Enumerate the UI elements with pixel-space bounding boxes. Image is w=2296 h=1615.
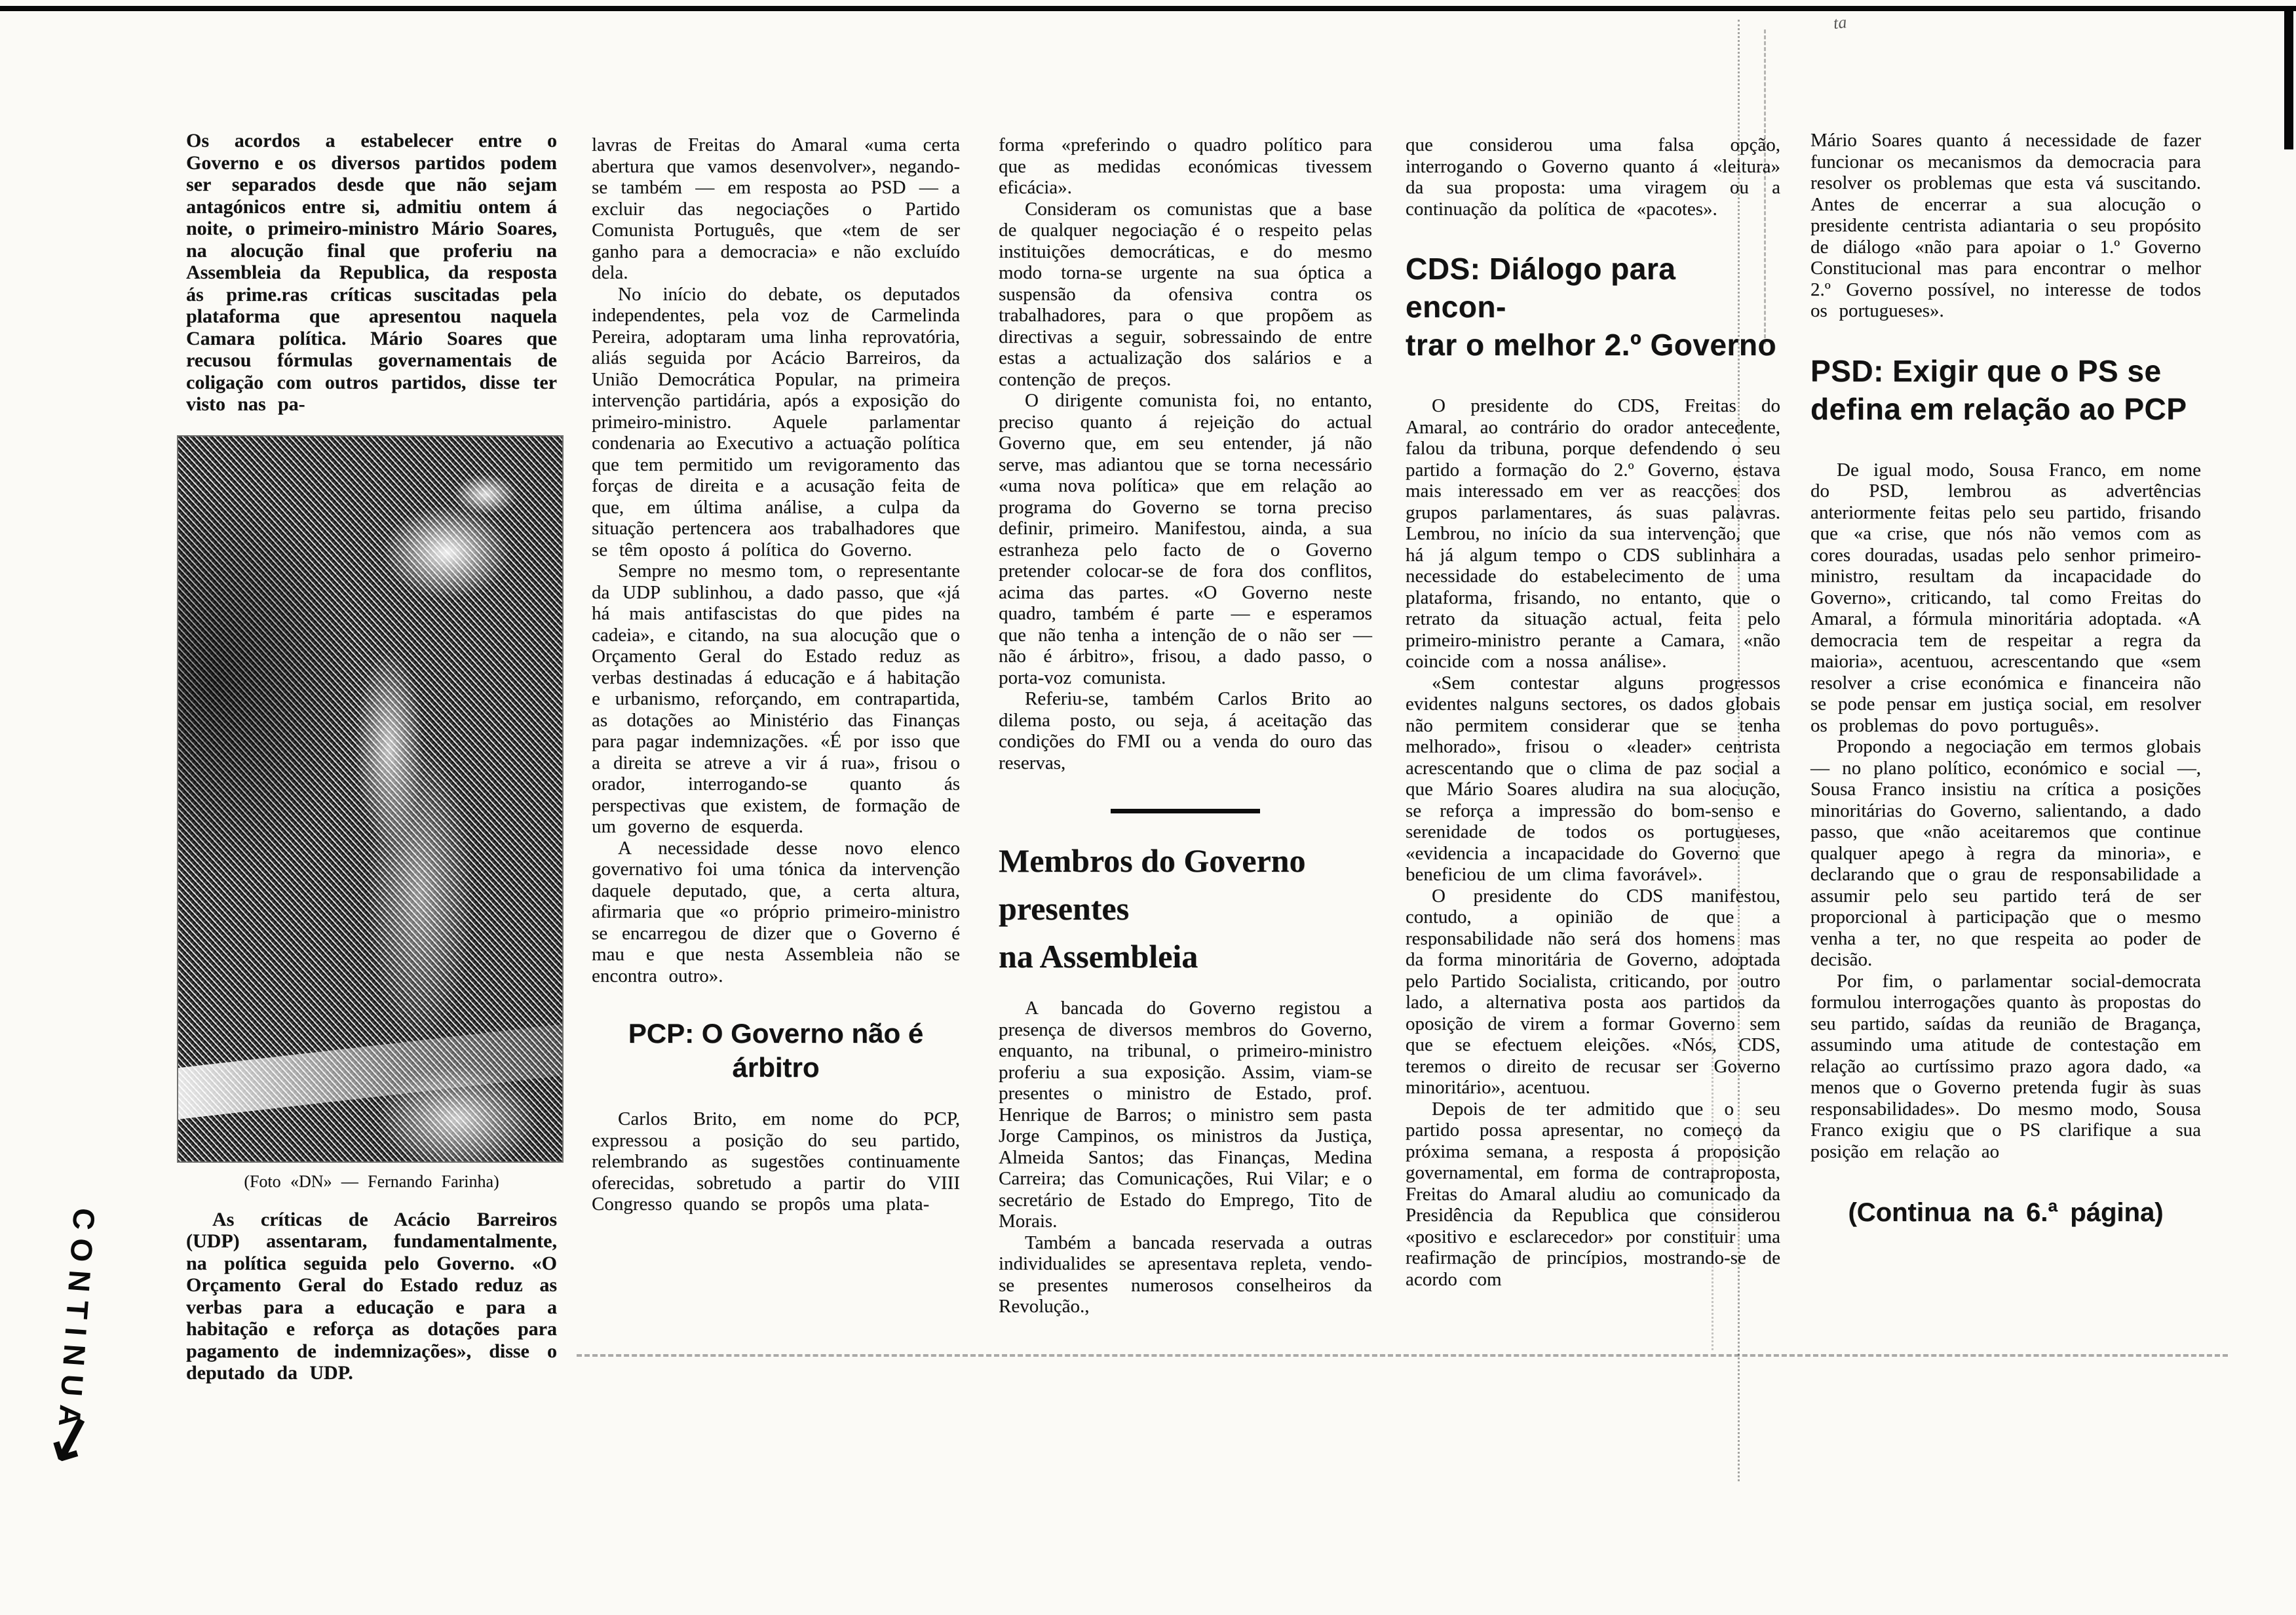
- column-5: [1810, 130, 2201, 1228]
- headline-cds: [1406, 250, 1780, 364]
- article-lead-paragraph: Os acordos a estabelecer entre o Governo e os diversos partidos podem ser separados desde que não sejam antagónicos entre si, admitiu ontem á noite, o primeiro-ministro Mário Soares, na alocução final que proferiu na Assembleia da Republica, da resposta ás prime.ras críticas suscitadas pela plataforma que apresentou naquela Camara política. Mário Soares que recusou fórmulas governamentais de coligação com outros partidos, disse ter visto nas pa-: [186, 130, 557, 415]
- article-paragraph: Por fim, o parlamentar social-democrata formulou interrogações quanto às propostas do seu partido, saídas da reunião de Bragança, assumindo uma atitude de contestação em relação ao curtíssimo prazo agora dado, «a menos que o Governo pretenda fugir às suas responsabilidades». Do mesmo modo, Sousa Franco exigiu que o PS clarifique a sua posição em relação ao: [1810, 970, 2201, 1162]
- article-lead-paragraph: As críticas de Acácio Barreiros (UDP) assentaram, fundamentalmente, na política seguida pelo Governo. «O Orçamento Geral do Estado reduz as verbas para a educação e para a habitação e reforça as dotações para pagamento de indemnizações», disse o deputado da UDP.: [186, 1208, 557, 1384]
- scan-edge-top: [0, 6, 2296, 11]
- article-paragraph: «Sem contestar alguns progressos evidentes nalguns sectores, os dados globais não permitem considerar que se tenha melhorado», frisou o «leader» centrista acrescentando que o clima de paz social a que Mário Soares aludira na sua alocução, se reforça a impressão do bom-senso e serenidade de todos os portugueses, «evidencia a incapacidade do Governo que beneficiou de um clima favorável».: [1406, 672, 1780, 885]
- fold-crease-horizontal: [577, 1354, 2228, 1357]
- continua-arrow-icon: →: [28, 1400, 117, 1481]
- column-3: [999, 134, 1372, 1317]
- article-paragraph: forma «preferindo o quadro político para que as medidas económicas tivessem eficácia».: [999, 134, 1372, 198]
- continua-vertical-label: CONTINUA: [51, 1207, 102, 1437]
- headline-line: PCP: O Governo não é: [628, 1018, 924, 1049]
- article-paragraph: De igual modo, Sousa Franco, em nome do PSD, lembrou as advertências anteriormente feitas pelo seu partido, frisando que «a crise, que nós não vemos com as cores douradas, usadas pelo senhor primeiro-ministro, resultam da incapacidade do Governo», criticando, tal como Freitas do Amaral, a fórmula minoritária adoptada. «A democracia tem de respeitar a regra da maioria», acentuou, acrescentando que «sem resolver a crise económica e financeira não se pode pensar em justiça social, em resolver os problemas do povo português».: [1810, 459, 2201, 736]
- headline-line: presentes: [999, 890, 1130, 927]
- scan-edge-right: [2284, 7, 2293, 149]
- article-paragraph: Referiu-se, também Carlos Brito ao dilema posto, ou seja, á aceitação das condições do FMI ou a venda do ouro das reservas,: [999, 688, 1372, 773]
- article-paragraph: Depois de ter admitido que o seu partido possa apresentar, no começo da próxima semana, a resposta á proposição governamental, em forma de contraproposta, Freitas do Amaral aludiu ao comunicado da Presidência da Republica que considerou «positivo e esclarecedor» por constituir uma reafirmação de princípios, mostrando-se de acordo com: [1406, 1098, 1780, 1290]
- article-paragraph: Sempre no mesmo tom, o representante da UDP sublinhou, a dado passo, que «já há mais antifascistas do que pides na cadeia», e citando, na sua alocução que o Orçamento Geral do Estado reduz as verbas destinadas á educação e á habitação e urbanismo, reforçando, em contrapartida, as dotações ao Ministério das Finanças para pagar indemnizações. «É por isso que a direita se atreve a vir á rua», frisou o orador, interrogando-se quanto ás perspectivas que existem, de formação de um governo de esquerda.: [592, 560, 960, 837]
- corner-mark: ta: [1832, 12, 1848, 33]
- headline-line: defina em relação ao PCP: [1810, 391, 2187, 426]
- article-paragraph: O dirigente comunista foi, no entanto, preciso quanto á rejeição do actual Governo que, em seu entender, já não serve, mas adiantou que se torna necessário «uma nova política» que em relação ao programa do Governo se torna preciso definir, primeiro. Manifestou, ainda, a sua estranheza pelo facto de o Governo pretender colocar-se de fora dos conflitos, acima das partes. «O Governo neste quadro, também é parte — e esperamos que não tenha a intenção de o não ser — não é árbitro», frisou, a dado passo, o porta-voz comunista.: [999, 390, 1372, 688]
- photo-caption: (Foto «DN» — Fernando Farinha): [244, 1171, 499, 1191]
- article-paragraph: Carlos Brito, em nome do PCP, expressou a posição do seu partido, relembrando as sugestões continuamente oferecidas, sobretudo a partir do VIII Congresso quando se propôs uma plata-: [592, 1108, 960, 1215]
- column-2: [592, 134, 960, 1215]
- continuation-note: (Continua na 6.ª página): [1848, 1198, 2164, 1227]
- photo-halftone-portrait: [178, 437, 562, 1161]
- article-paragraph: O presidente do CDS, Freitas do Amaral, ao contrário do orador antecedente, falou da tribuna, porque defendendo o seu partido a formação do 2.º Governo, estava mais interessado em ver as reacções dos grupos parlamentares, ás suas palavras. Lembrou, no início da sua intervenção, que há já algum tempo o CDS sublinhara a necessidade do estabelecimento de uma plataforma, frisando, no entanto, que o retrato da situação actual, feita pelo primeiro-ministro perante a Camara, «não coincide com a nossa análise».: [1406, 395, 1780, 672]
- headline-line: CDS: Diálogo para encon-: [1406, 252, 1676, 324]
- article-paragraph: O presidente do CDS manifestou, contudo, a opinião de que a responsabilidade não será dos homens mas da forma minoritária de Governo, adoptada pelo Partido Socialista, criticando, por outro lado, a alternativa posta aos partidos da oposição de virem a formar Governo sem que se efectuem eleições. «Nós, CDS, teremos o direito de recusar ser Governo minoritário», acentuou.: [1406, 885, 1780, 1098]
- article-paragraph: Consideram os comunistas que a base de qualquer negociação é o respeito pelas instituições democráticas, e do mesmo modo torna-se urgente na sua óptica a suspensão da ofensiva contra os trabalhadores, para o que propõem as directivas a seguir, sobressaindo de entre estas a actualização dos salários e a contenção de preços.: [999, 198, 1372, 390]
- headline-psd: [1810, 352, 2201, 428]
- headline-line: árbitro: [732, 1052, 820, 1083]
- column-1: [186, 130, 557, 1384]
- article-paragraph: que considerou uma falsa opção, interrogando o Governo quanto á «leitura» da sua proposta: uma viragem ou a continuação da política de «pacotes».: [1406, 134, 1780, 220]
- article-paragraph: Mário Soares quanto á necessidade de fazer funcionar os mecanismos da democracia para resolver os problemas que esta vá suscitando. Antes de encerrar a sua alocução o presidente centrista adiantaria o seu propósito de diálogo «não para apoiar o 1.º Governo Constitucional mas para encontrar o melhor 2.º Governo possível, no interesse de todos os portugueses».: [1810, 130, 2201, 321]
- article-paragraph: Também a bancada reservada a outras individualides se apresentava repleta, vendo-se presentes numerosos conselheiros da Revolução.,: [999, 1232, 1372, 1317]
- headline-line: trar o melhor 2.º Governo: [1406, 328, 1777, 362]
- article-paragraph: lavras de Freitas do Amaral «uma certa abertura que vamos desenvolver», negando-se também — em resposta ao PSD — a excluir das negociações o Partido Comunista Português, que «tem de ser ganho para a democracia» e não excluído dela.: [592, 134, 960, 283]
- column-4: [1406, 134, 1780, 1290]
- headline-line: na Assembleia: [999, 938, 1198, 975]
- headline-pcp: [592, 1017, 960, 1085]
- headline-line: PSD: Exigir que o PS se: [1810, 353, 2162, 388]
- article-paragraph: A bancada do Governo registou a presença de diversos membros do Governo, enquanto, na tribunal, o primeiro-ministro proferiu a sua exposição. Assim, viam-se presentes o ministro de Estado, prof. Henrique de Barros; o ministro sem pasta Jorge Campinos, os ministros da Justiça, Almeida Santos; das Finanças, Medina Carreira; das Comunicações, Rui Vilar; e o secretário de Estado do Emprego, Tito de Morais.: [999, 998, 1372, 1232]
- section-rule: [1111, 809, 1260, 813]
- article-paragraph: Propondo a negociação em termos globais — no plano político, económico e social —, Sousa Franco insistiu na crítica a posições minoritárias do Governo, salientando, a dado passo, que «não aceitaremos que continue qualquer apego à regra da minoria», e declarando que o grau de responsabilidade a assumir pelo seu partido terá de ser proporcional à participação que o mesmo venha a ter, no que respeita ao poder de decisão.: [1810, 736, 2201, 970]
- headline-membros: [999, 837, 1372, 981]
- headline-line: Membros do Governo: [999, 842, 1306, 879]
- article-paragraph: A necessidade desse novo elenco governativo foi uma tónica da intervenção daquele deputado, que, a certa altura, afirmaria que «o próprio primeiro-ministro se encarregou de dizer que o Governo é mau e que nesta Assembleia não se encontra outro».: [592, 837, 960, 986]
- article-paragraph: No início do debate, os deputados independentes, pela voz de Carmelinda Pereira, adoptaram uma linha reprovatória, aliás seguida por Acácio Barreiros, da União Democrática Popular, na primeira intervenção partidária, após a exposição do primeiro-ministro. Aquele parlamentar condenaria ao Executivo a actuação política que tem permitido um revigoramento das forças de direita e a acusação feita de que, em última análise, a culpa da situação pertencera aos trabalhadores que se têm oposto á política do Governo.: [592, 283, 960, 560]
